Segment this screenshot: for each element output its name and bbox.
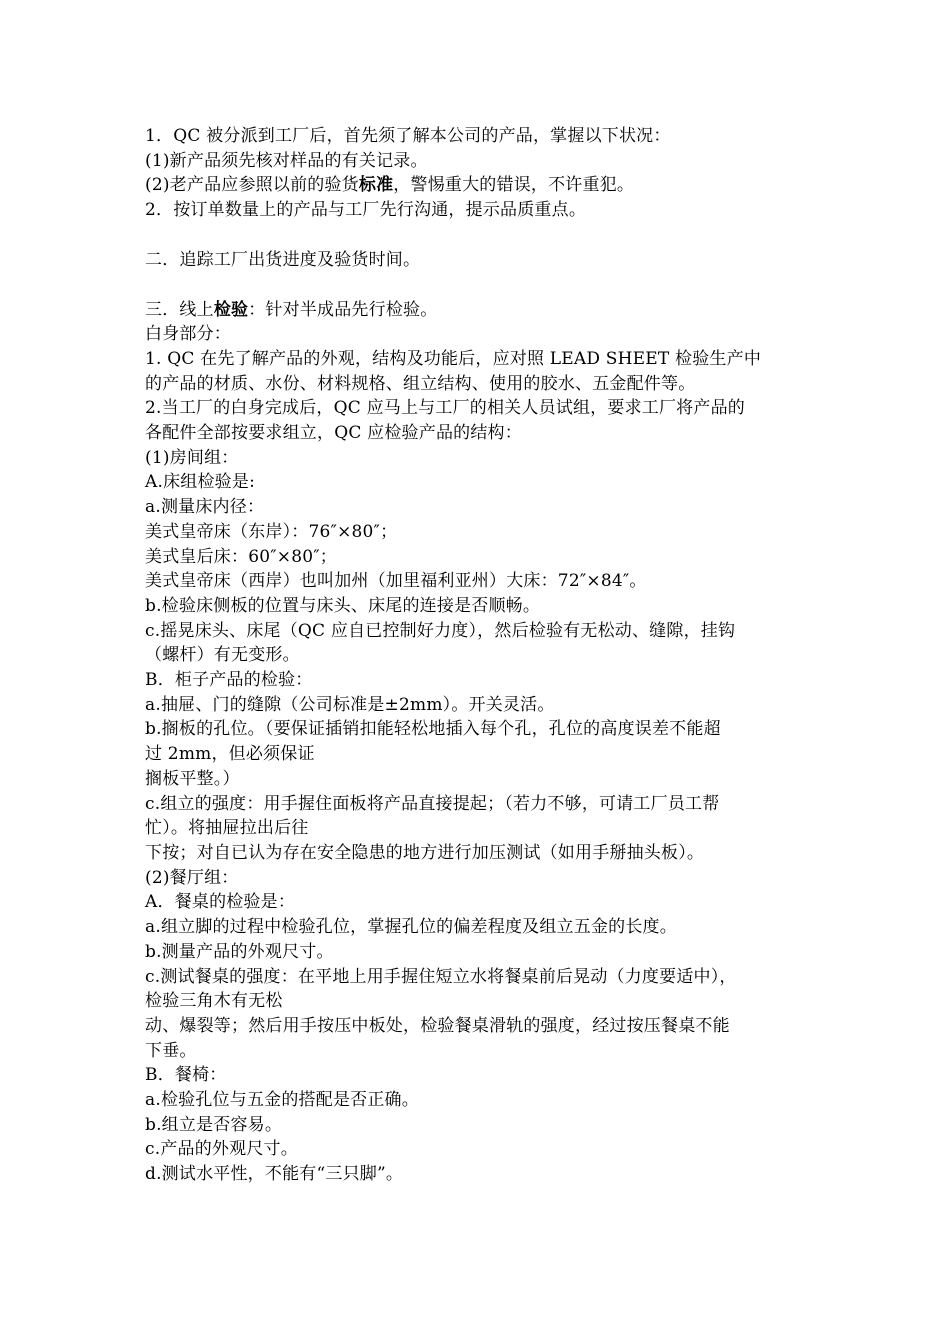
text-span: ：针对半成品先行检验。 <box>248 299 438 320</box>
text-line: c.摇晃床头、床尾（QC 应自已控制好力度），然后检验有无松动、缝隙，挂钩 <box>145 620 736 641</box>
text-line: d.测试水平性，不能有“三只脚”。 <box>145 1164 404 1185</box>
section-heading: 二．追踪工厂出货进度及验货时间。 <box>145 249 421 270</box>
bold-text: 标准 <box>358 175 394 196</box>
text-span: ，警惕重大的错误，不许重犯。 <box>393 175 635 196</box>
text-line: 2．按订单数量上的产品与工厂先行沟通，提示品质重点。 <box>145 200 587 221</box>
text-line: c.组立的强度：用手握住面板将产品直接提起；（若力不够，可请工厂员工帮 <box>145 793 720 814</box>
text-line: B．柜子产品的检验： <box>145 670 313 691</box>
text-line: a.抽屉、门的缝隙（公司标准是±2mm）。开关灵活。 <box>145 694 555 715</box>
text-line: (1)房间组： <box>145 447 239 468</box>
text-line: 过 2mm，但必须保证 <box>145 744 315 765</box>
text-line: b.搁板的孔位。（要保证插销扣能轻松地插入每个孔，孔位的高度误差不能超 <box>145 719 721 740</box>
text-line: 美式皇后床：60″×80″； <box>145 546 338 567</box>
blank-line <box>145 223 810 248</box>
text-line: 1．QC 被分派到工厂后，首先须了解本公司的产品，掌握以下状况： <box>145 126 671 146</box>
text-line: 忙）。将抽屉拉出后往 <box>145 818 309 839</box>
text-line: b.组立是否容易。 <box>145 1114 283 1135</box>
text-line: （螺杆）有无变形。 <box>145 645 300 666</box>
text-line: a.检验孔位与五金的搭配是否正确。 <box>145 1090 419 1111</box>
text-line: a.组立脚的过程中检验孔位，掌握孔位的偏差程度及组立五金的长度。 <box>145 917 677 938</box>
text-span: 三．线上 <box>145 299 214 320</box>
text-span: (2)老产品应参照以前的验货 <box>145 175 359 196</box>
text-line: 1. QC 在先了解产品的外观，结构及功能后，应对照 LEAD SHEET 检验生产中 <box>145 348 762 369</box>
text-line: 美式皇帝床（东岸）：76″×80″； <box>145 521 398 542</box>
text-line: a.测量床内径： <box>145 497 265 518</box>
text-line: c.测试餐桌的强度：在平地上用手握住短立水将餐桌前后晃动（力度要适中）， <box>145 966 737 987</box>
text-line: 动、爆裂等；然后用手按压中板处，检验餐桌滑轨的强度，经过按压餐桌不能 <box>145 1015 730 1036</box>
text-line: 下垂。 <box>145 1040 197 1061</box>
text-line: 下按；对自已认为存在安全隐患的地方进行加压测试（如用手掰抽头板）。 <box>145 842 705 863</box>
section-heading <box>145 298 810 323</box>
text-line: A．餐桌的检验是： <box>145 892 296 913</box>
blank-line <box>145 273 810 298</box>
text-line: 搁板平整。） <box>145 768 240 789</box>
text-line: 检验三角木有无松 <box>145 991 283 1012</box>
text-line: (2)餐厅组： <box>145 867 239 888</box>
text-line: A.床组检验是: <box>145 472 256 493</box>
text-line: c.产品的外观尺寸。 <box>145 1139 298 1160</box>
text-line: 美式皇帝床（西岸）也叫加州（加里福利亚州）大床：72″×84″。 <box>145 571 647 592</box>
text-line: B．餐椅： <box>145 1065 227 1086</box>
text-line: 2.当工厂的白身完成后，QC 应马上与工厂的相关人员试组，要求工厂将产品的 <box>145 398 745 419</box>
document-body <box>145 124 810 1187</box>
bold-text: 检验 <box>213 299 249 320</box>
text-line <box>145 173 810 198</box>
text-line: 的产品的材质、水份、材料规格、组立结构、使用的胶水、五金配件等。 <box>145 373 696 394</box>
text-line: b.检验床侧板的位置与床头、床尾的连接是否顺畅。 <box>145 595 541 616</box>
text-line: 各配件全部按要求组立，QC 应检验产品的结构： <box>145 423 522 444</box>
text-line: 白身部分： <box>145 324 231 345</box>
text-line: b.测量产品的外观尺寸。 <box>145 941 334 962</box>
text-line: (1)新产品须先核对样品的有关记录。 <box>145 150 428 171</box>
